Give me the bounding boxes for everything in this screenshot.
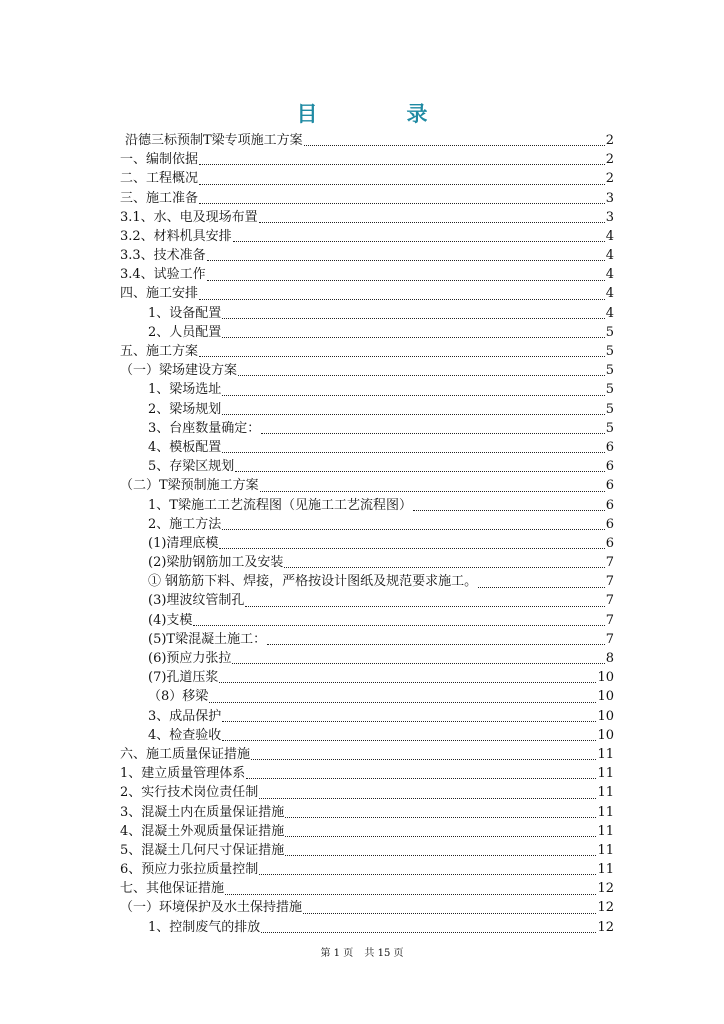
toc-entry[interactable] [120,899,614,918]
toc-entry[interactable] [120,496,614,515]
toc-entry-label: 七、其他保证措施 [120,881,225,897]
toc-entry-label: 1、T梁施工工艺流程图（见施工工艺流程图） [148,497,412,513]
toc-leader-dots [233,227,605,246]
toc-entry[interactable] [120,323,614,342]
toc-entry-label: 1、设备配置 [148,305,222,321]
toc-entry-label: 3.2、材料机具安排 [120,228,232,244]
toc-entry-label: (2)梁肋钢筋加工及安装 [148,555,284,571]
toc-entry-label: 1、建立质量管理体系 [120,766,246,782]
toc-entry-label: 5、存梁区规划 [148,459,235,475]
toc-entry-label: 六、施工质量保证措施 [120,746,251,762]
toc-entry-page: 7 [605,574,614,590]
toc-leader-dots [259,860,596,879]
toc-entry-page: 11 [597,823,614,839]
toc-entry-label: 3、混凝土内在质量保证措施 [120,804,285,820]
toc-entry[interactable] [120,764,614,783]
toc-leader-dots [225,880,596,899]
toc-entry[interactable] [120,745,614,764]
toc-entry[interactable] [120,380,614,399]
toc-entry-page: 7 [605,612,614,628]
toc-entry-page: 12 [597,900,614,916]
toc-entry[interactable] [120,592,614,611]
toc-entry[interactable] [120,707,614,726]
toc-leader-dots [222,515,604,534]
toc-leader-dots [246,764,596,783]
toc-entry[interactable] [120,419,614,438]
toc-entry-label: （一）梁场建设方案 [120,363,238,379]
toc-leader-dots [199,150,605,169]
toc-entry-page: 7 [605,593,614,609]
toc-entry-page: 11 [597,842,614,858]
toc-leader-dots [222,400,604,419]
toc-entry-label: (4)支模 [148,612,193,628]
toc-entry-page: 11 [597,766,614,782]
toc-leader-dots [303,899,596,918]
toc-leader-dots [260,477,605,496]
toc-entry-label: 2、实行技术岗位责任制 [120,785,259,801]
toc-entry[interactable] [120,534,614,553]
toc-entry[interactable] [120,803,614,822]
toc-entry-label: (5)T梁混凝土施工： [148,631,267,647]
toc-entry-page: 10 [597,689,614,705]
toc-entry[interactable] [120,208,614,227]
toc-entry-label: 二、工程概况 [120,171,199,187]
toc-entry[interactable] [120,572,614,591]
toc-leader-dots [222,381,604,400]
toc-entry-label: 4、检查验收 [148,727,222,743]
toc-leader-dots [209,688,596,707]
toc-entry[interactable] [120,515,614,534]
toc-entry-page: 7 [605,631,614,647]
toc-leader-dots [219,668,596,687]
toc-leader-dots [222,438,604,457]
toc-entry-page: 10 [597,708,614,724]
toc-entry[interactable] [120,841,614,860]
toc-entry[interactable] [120,611,614,630]
toc-entry-page: 11 [597,804,614,820]
toc-entry-label: (1)清理底模 [148,535,219,551]
toc-entry[interactable] [120,246,614,265]
toc-leader-dots [222,304,604,323]
toc-leader-dots [222,323,604,342]
toc-entry-page: 6 [605,497,614,513]
toc-entry[interactable] [120,457,614,476]
toc-entry-page: 5 [605,382,614,398]
toc-leader-dots [222,707,596,726]
toc-entry[interactable] [120,649,614,668]
toc-entry[interactable] [120,189,614,208]
toc-entry[interactable] [120,668,614,687]
toc-entry-label: 1、控制废气的排放 [148,919,261,935]
toc-entry-label: （一）环境保护及水土保持措施 [120,900,303,916]
toc-leader-dots [238,361,605,380]
toc-entry-label: 五、施工方案 [120,344,199,360]
toc-entry-page: 5 [605,344,614,360]
toc-entry-label: (6)预应力张拉 [148,651,232,667]
toc-entry-label: 4、混凝土外观质量保证措施 [120,823,285,839]
toc-entry-page: 2 [605,152,614,168]
toc-entry-page: 3 [605,190,614,206]
toc-entry[interactable] [120,265,614,284]
toc-entry[interactable] [120,361,614,380]
toc-entry-page: 6 [605,535,614,551]
toc-entry-label: 4、模板配置 [148,439,222,455]
toc-entry-page: 4 [605,267,614,283]
toc-entry-page: 6 [605,516,614,532]
toc-leader-dots [199,285,605,304]
toc-entry-page: 4 [605,228,614,244]
toc-leader-dots [219,534,604,553]
table-of-contents [120,131,614,937]
toc-entry-label: 沿德三标预制T梁专项施工方案 [125,132,303,148]
toc-entry-page: 11 [597,746,614,762]
toc-leader-dots [207,266,605,285]
toc-entry-label: (3)埋波纹管制孔 [148,593,245,609]
toc-entry-page: 4 [605,305,614,321]
toc-entry[interactable] [120,879,614,898]
toc-entry-page: 2 [605,171,614,187]
toc-entry-page: 4 [605,248,614,264]
toc-leader-dots [285,841,596,860]
toc-entry-page: 11 [597,862,614,878]
toc-leader-dots [267,630,605,649]
toc-leader-dots [304,131,605,150]
toc-entry-label: 四、施工安排 [120,286,199,302]
toc-entry-page: 5 [605,401,614,417]
toc-entry-label: （二）T梁预制施工方案 [120,478,259,494]
toc-entry-label: 6、预应力张拉质量控制 [120,862,259,878]
toc-leader-dots [261,918,596,937]
toc-leader-dots [259,784,596,803]
toc-entry-label: (7)孔道压浆 [148,670,219,686]
toc-entry-page: 5 [605,420,614,436]
toc-entry-page: 7 [605,555,614,571]
toc-title: 目 录 [296,102,462,126]
toc-entry-page: 10 [597,670,614,686]
toc-entry-label: 3.1、水、电及现场布置 [120,209,258,225]
toc-leader-dots [251,745,596,764]
page-number: 第 1 页 [320,948,354,959]
toc-leader-dots [413,496,605,515]
toc-entry-label: 1、梁场选址 [148,382,222,398]
toc-entry[interactable] [120,438,614,457]
toc-entry-label: 3.4、试验工作 [120,267,206,283]
toc-entry-label: 一、编制依据 [120,152,199,168]
toc-leader-dots [193,611,604,630]
toc-entry-page: 8 [605,651,614,667]
toc-leader-dots [207,246,605,265]
toc-entry[interactable] [120,726,614,745]
toc-entry[interactable] [120,150,614,169]
toc-entry-page: 11 [597,785,614,801]
toc-leader-dots [284,553,604,572]
toc-leader-dots [261,419,604,438]
toc-leader-dots [199,189,605,208]
toc-entry-label: 3.3、技术准备 [120,248,206,264]
toc-entry-page: 10 [597,727,614,743]
toc-entry[interactable] [120,783,614,802]
toc-entry[interactable] [120,304,614,323]
toc-entry[interactable] [120,342,614,361]
toc-leader-dots [478,573,605,592]
toc-entry-page: 12 [597,881,614,897]
toc-entry-label: 2、人员配置 [148,324,222,340]
toc-leader-dots [222,726,596,745]
total-pages: 共 15 页 [364,948,404,959]
page-footer [0,944,724,959]
toc-entry-page: 12 [597,919,614,935]
toc-entry[interactable] [120,687,614,706]
toc-leader-dots [232,649,604,668]
toc-entry-label: （8）移梁 [148,689,209,705]
toc-entry[interactable] [120,553,614,572]
toc-entry-label: 3、成品保护 [148,708,222,724]
toc-entry[interactable] [120,822,614,841]
toc-entry-page: 2 [605,132,614,148]
toc-entry-label: 3、台座数量确定： [148,420,261,436]
toc-entry[interactable] [120,918,614,937]
toc-leader-dots [285,803,596,822]
toc-entry[interactable] [120,169,614,188]
toc-entry-page: 5 [605,324,614,340]
toc-entry[interactable] [120,285,614,304]
toc-entry[interactable] [120,227,614,246]
toc-entry[interactable] [120,131,614,150]
toc-leader-dots [285,822,596,841]
toc-entry-label: 三、施工准备 [120,190,199,206]
toc-leader-dots [199,170,605,189]
toc-entry[interactable] [120,476,614,495]
toc-entry-label: 2、施工方法 [148,516,222,532]
toc-entry-label: 5、混凝土几何尺寸保证措施 [120,842,285,858]
toc-entry-page: 6 [605,478,614,494]
toc-leader-dots [259,208,605,227]
toc-entry[interactable] [120,630,614,649]
toc-entry-page: 5 [605,363,614,379]
toc-entry-page: 6 [605,439,614,455]
toc-leader-dots [199,342,605,361]
toc-entry[interactable] [120,400,614,419]
toc-entry-label: ① 钢筋筋下料、焊接，严格按设计图纸及规范要求施工。 [148,574,478,590]
toc-entry-label: 2、梁场规划 [148,401,222,417]
toc-entry-page: 4 [605,286,614,302]
toc-leader-dots [245,592,604,611]
toc-entry[interactable] [120,860,614,879]
toc-entry-page: 3 [605,209,614,225]
toc-leader-dots [235,457,604,476]
toc-entry-page: 6 [605,459,614,475]
